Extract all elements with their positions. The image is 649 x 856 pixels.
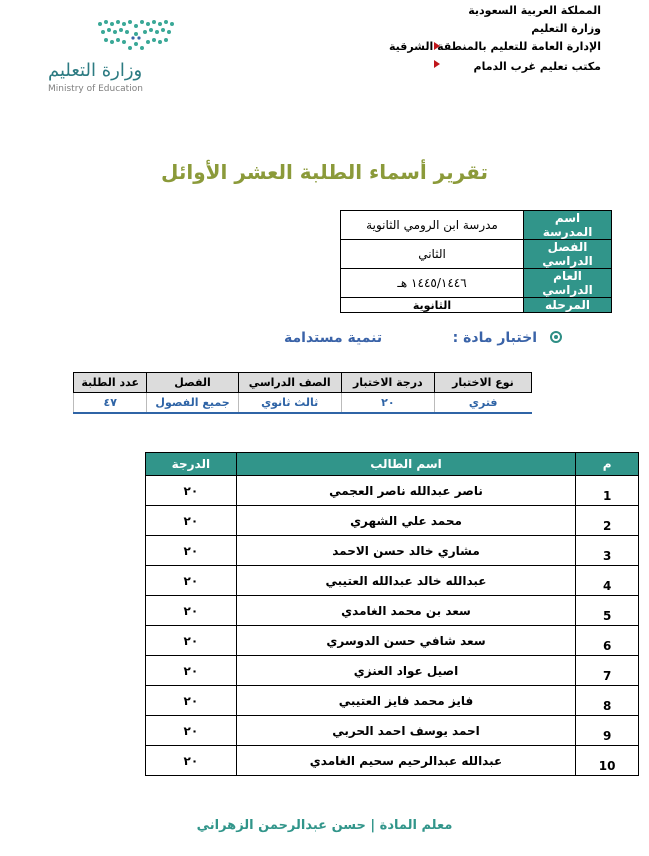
row-num: 3	[576, 536, 639, 566]
table-row	[146, 596, 639, 626]
exam-header: درجة الاختبار	[341, 373, 434, 393]
exam-value: ثالث ثانوي	[238, 393, 341, 414]
exam-value: فتري	[434, 393, 531, 414]
row-num: 9	[576, 716, 639, 746]
teacher-signature-line: معلم المادة | حسن عبدالرحمن الزهراني	[196, 818, 453, 833]
radio-selected-icon	[550, 331, 562, 343]
row-num: 7	[576, 656, 639, 686]
exam-header: الصف الدراسي	[238, 373, 341, 393]
red-bullet-icon	[434, 60, 440, 68]
row-num: 4	[576, 566, 639, 596]
exam-value: جميع الفصول	[147, 393, 238, 414]
student-grade: ٢٠	[146, 566, 237, 596]
row-num: 2	[576, 506, 639, 536]
table-row	[146, 506, 639, 536]
logo-english-text: Ministry of Education	[48, 84, 143, 94]
student-name: عبدالله عبدالرحيم سحيم الغامدي	[236, 746, 576, 776]
header-line-ministry: وزارة التعليم	[531, 22, 601, 35]
student-grade: ٢٠	[146, 506, 237, 536]
student-grade: ٢٠	[146, 476, 237, 506]
row-num: 5	[576, 596, 639, 626]
column-header-name: اسم الطالب	[236, 453, 576, 476]
students-table	[145, 452, 639, 776]
student-name: ناصر عبدالله ناصر العجمي	[236, 476, 576, 506]
info-label: الفصل الدراسي	[524, 240, 612, 269]
student-grade: ٢٠	[146, 596, 237, 626]
student-grade: ٢٠	[146, 626, 237, 656]
table-row	[146, 716, 639, 746]
student-grade: ٢٠	[146, 686, 237, 716]
student-name: محمد علي الشهري	[236, 506, 576, 536]
student-grade: ٢٠	[146, 536, 237, 566]
exam-info-table	[73, 372, 532, 414]
report-title: تقرير أسماء الطلبة العشر الأوائل	[161, 160, 488, 184]
column-header-num: م	[576, 453, 639, 476]
student-name: سعد شافي حسن الدوسري	[236, 626, 576, 656]
exam-value: ٤٧	[74, 393, 147, 414]
logo-arabic-text: وزارة التعليم	[48, 60, 143, 81]
student-grade: ٢٠	[146, 656, 237, 686]
school-info-table	[340, 210, 612, 313]
header-line-country: المملكة العربية السعودية	[468, 4, 601, 17]
subject-value: تنمية مستدامة	[284, 330, 383, 346]
info-value: ١٤٤٥/١٤٤٦ هـ	[341, 269, 524, 298]
info-value: مدرسة ابن الرومي الثانوية	[341, 211, 524, 240]
exam-header: نوع الاختبار	[434, 373, 531, 393]
student-name: اصيل عواد العنزي	[236, 656, 576, 686]
student-name: مشاري خالد حسن الاحمد	[236, 536, 576, 566]
info-label: المرحله	[524, 298, 612, 313]
info-label: اسم المدرسة	[524, 211, 612, 240]
student-grade: ٢٠	[146, 716, 237, 746]
header-line-office: مكتب تعليم غرب الدمام	[473, 60, 601, 73]
ministry-logo-icon	[96, 18, 176, 52]
table-row	[146, 686, 639, 716]
exam-value: ٢٠	[341, 393, 434, 414]
student-name: عبدالله خالد عبدالله العتيبي	[236, 566, 576, 596]
info-label: العام الدراسي	[524, 269, 612, 298]
table-row	[146, 536, 639, 566]
table-row	[146, 566, 639, 596]
student-name: سعد بن محمد الغامدي	[236, 596, 576, 626]
row-num: 1	[576, 476, 639, 506]
table-row	[146, 746, 639, 776]
red-bullet-icon	[434, 42, 440, 50]
table-row	[146, 626, 639, 656]
exam-header: عدد الطلبة	[74, 373, 147, 393]
table-row	[146, 476, 639, 506]
row-num: 10	[576, 746, 639, 776]
header-line-directorate: الإدارة العامة للتعليم بالمنطقة الشرقية	[388, 40, 601, 53]
column-header-grade: الدرجة	[146, 453, 237, 476]
student-name: فايز محمد فايز العتيبي	[236, 686, 576, 716]
row-num: 6	[576, 626, 639, 656]
student-grade: ٢٠	[146, 746, 237, 776]
exam-header: الفصل	[147, 373, 238, 393]
info-value: الثاني	[341, 240, 524, 269]
student-name: احمد يوسف احمد الحربي	[236, 716, 576, 746]
table-row	[146, 656, 639, 686]
row-num: 8	[576, 686, 639, 716]
info-value: الثانوية	[341, 298, 524, 313]
subject-label: اختبار مادة :	[452, 330, 537, 346]
